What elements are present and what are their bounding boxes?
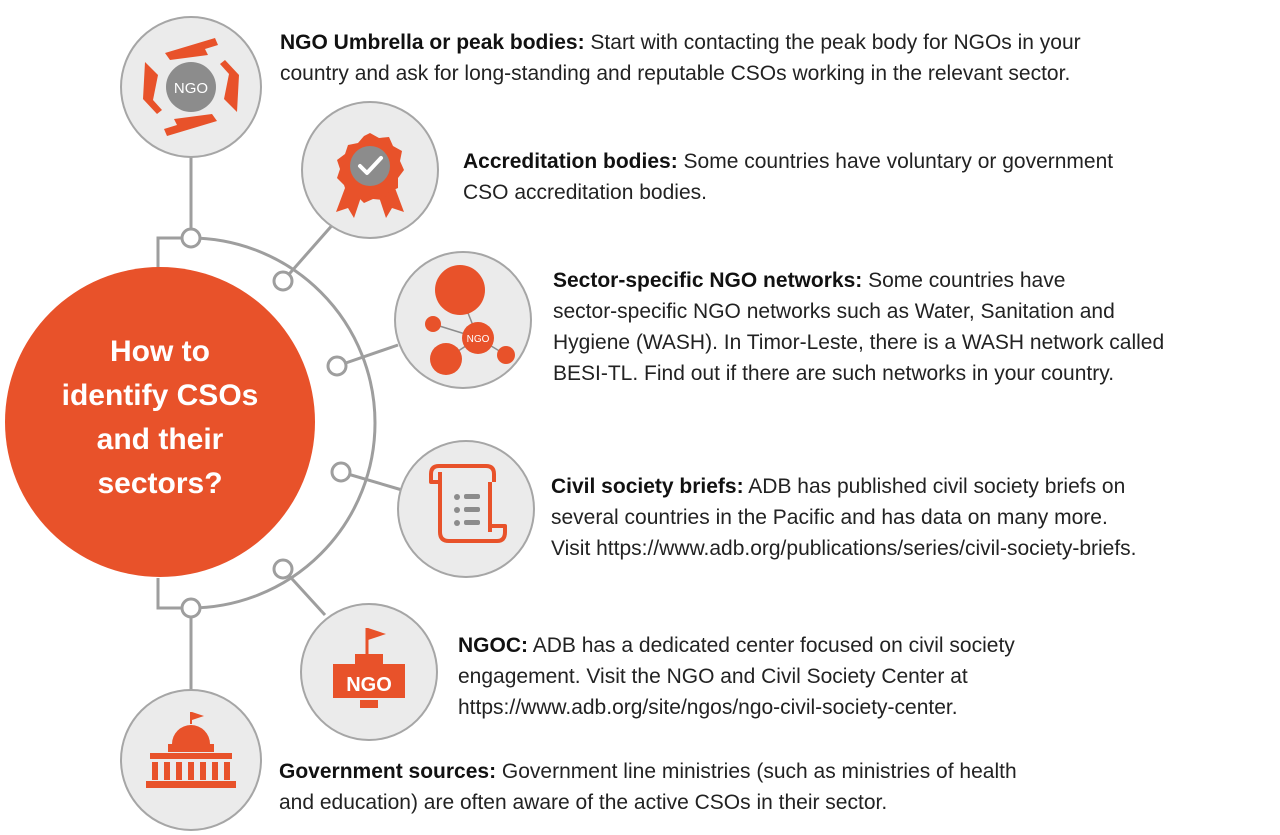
- network-icon-label: NGO: [466, 334, 490, 345]
- item-text: Visit https://www.adb.org/publications/series/civil-society-briefs.: [551, 537, 1137, 560]
- item-text: sector-specific NGO networks such as Water, Sanitation and: [553, 300, 1115, 323]
- item-title: Sector-specific NGO networks:: [553, 269, 863, 292]
- ngo-building-icon: [301, 604, 437, 740]
- center-title-line: sectors?: [97, 467, 223, 500]
- item-title: Government sources:: [279, 760, 497, 783]
- item-text: Government line ministries (such as ministries of health: [501, 760, 1017, 783]
- item-text: Some countries have: [868, 269, 1066, 292]
- item-text: Start with contacting the peak body for NGOs in your: [590, 31, 1081, 54]
- ngo-hands-icon: [121, 17, 261, 157]
- award-ribbon-icon: [302, 102, 438, 238]
- network-nodes-icon: [395, 252, 531, 388]
- center-title-line: and their: [96, 423, 224, 456]
- item-ngoc: [458, 630, 1015, 723]
- ngo-building-label: NGO: [346, 674, 392, 696]
- item-text: ADB has a dedicated center focused on civil society: [532, 634, 1015, 657]
- center-title: [30, 330, 290, 506]
- item-sector-networks: [553, 265, 1164, 389]
- item-accreditation: [463, 146, 1113, 208]
- item-title: Accreditation bodies:: [463, 150, 678, 173]
- item-ngo-umbrella: [280, 27, 1081, 89]
- scroll-document-icon: [398, 441, 534, 577]
- item-text: Hygiene (WASH). In Timor-Leste, there is a WASH network called: [553, 331, 1165, 354]
- item-text: and education) are often aware of the active CSOs in their sector.: [279, 791, 888, 814]
- item-text: ADB has published civil society briefs on: [748, 475, 1126, 498]
- item-text: several countries in the Pacific and has data on many more.: [551, 506, 1108, 529]
- center-title-line: identify CSOs: [61, 379, 259, 412]
- item-text: Some countries have voluntary or government: [683, 150, 1114, 173]
- ngo-icon-label: NGO: [173, 80, 209, 97]
- item-text: engagement. Visit the NGO and Civil Society Center at: [458, 665, 968, 688]
- item-title: Civil society briefs:: [551, 475, 744, 498]
- government-building-icon: [121, 690, 261, 830]
- item-text: CSO accreditation bodies.: [463, 181, 707, 204]
- center-title-line: How to: [110, 335, 210, 368]
- item-text: BESI-TL. Find out if there are such networks in your country.: [553, 362, 1115, 385]
- item-text: https://www.adb.org/site/ngos/ngo-civil-society-center.: [458, 696, 958, 719]
- item-title: NGOC:: [458, 634, 528, 657]
- item-text: country and ask for long-standing and reputable CSOs working in the relevant sector.: [280, 62, 1071, 85]
- item-title: NGO Umbrella or peak bodies:: [280, 31, 585, 54]
- item-government-sources: [279, 756, 1017, 818]
- item-civil-society-briefs: [551, 471, 1137, 564]
